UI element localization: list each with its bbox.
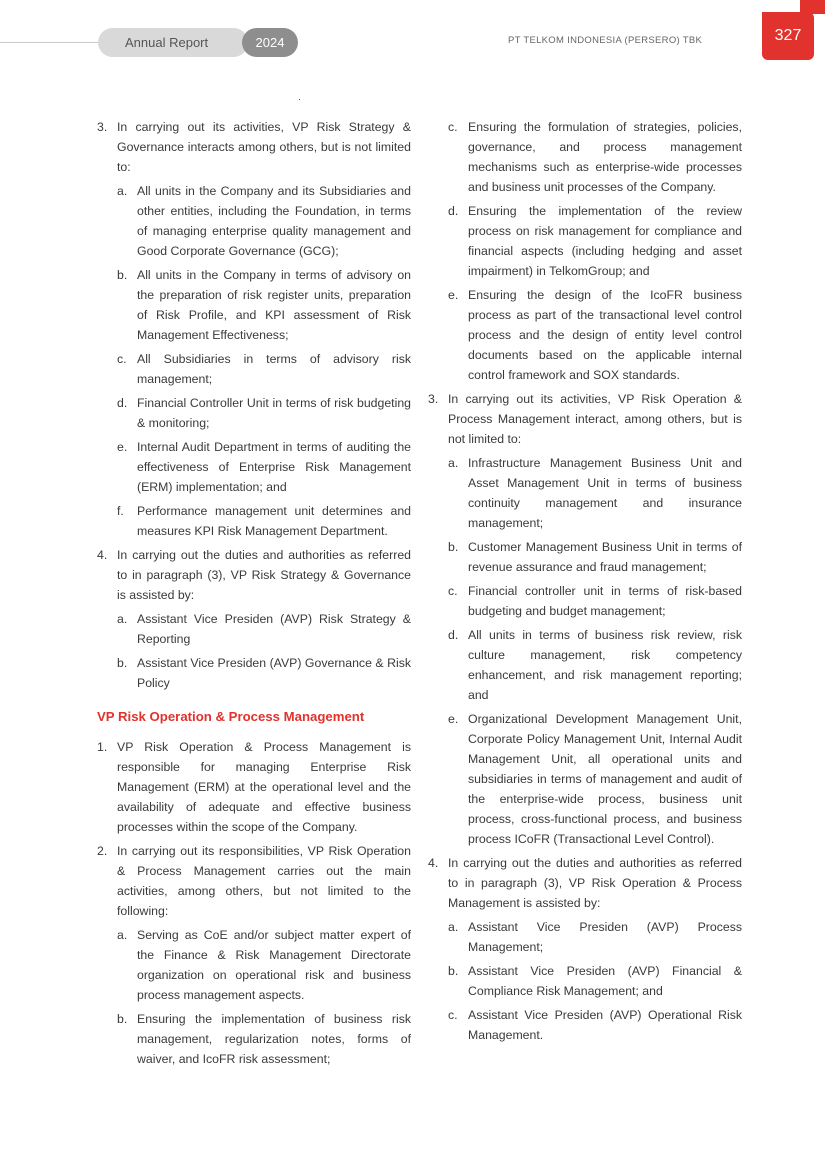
sub-marker: e.	[448, 288, 459, 302]
sub-list-item	[448, 581, 742, 621]
sub-list	[117, 925, 411, 1069]
sub-list	[117, 609, 411, 693]
sub-text: Customer Management Business Unit in terms of revenue assurance and fraud management;	[468, 540, 742, 574]
sub-marker: b.	[448, 964, 459, 978]
sub-text: Performance management unit determines and measures KPI Risk Management Department.	[137, 504, 411, 538]
list-item-3	[97, 117, 411, 541]
sub-text: Assistant Vice Presiden (AVP) Risk Strategy & Reporting	[137, 612, 411, 646]
sub-list-item	[117, 393, 411, 433]
sub-list-item	[117, 653, 411, 693]
sub-marker: a.	[448, 920, 459, 934]
sub-list-item	[448, 285, 742, 385]
sub-list-item	[448, 625, 742, 705]
sub-text: Ensuring the implementation of business risk management, regularization notes, forms of waiver, and IcoFR risk assessment;	[137, 1012, 411, 1066]
list-marker: 4.	[97, 548, 108, 562]
sub-list-item	[117, 265, 411, 345]
sub-list-item	[117, 437, 411, 497]
sub-marker: e.	[117, 440, 128, 454]
sub-marker: b.	[117, 1012, 128, 1026]
sub-marker: c.	[448, 1008, 458, 1022]
sub-marker: b.	[448, 540, 459, 554]
sub-list	[448, 453, 742, 849]
sub-text: Internal Audit Department in terms of auditing the effectiveness of Enterprise Risk Management (ERM) implementation; and	[137, 440, 411, 494]
sub-text: Financial controller unit in terms of risk-based budgeting and budget management;	[468, 584, 742, 618]
header-divider	[0, 42, 110, 43]
list-text: VP Risk Operation & Process Management is responsible for managing Enterprise Risk Management (ERM) at the operational level and the availability of adequate and effective business processes within the scope of the Company.	[117, 740, 411, 834]
vp-list-item-2	[97, 841, 411, 1069]
stray-dot	[299, 99, 300, 100]
list-marker: 2.	[97, 844, 108, 858]
sub-marker: e.	[448, 712, 459, 726]
list-marker: 3.	[428, 392, 439, 406]
sub-text: Assistant Vice Presiden (AVP) Governance & Risk Policy	[137, 656, 411, 690]
list-marker: 4.	[428, 856, 439, 870]
page-number: 327	[762, 12, 814, 60]
sub-list-item	[117, 1009, 411, 1069]
sub-list-item	[448, 917, 742, 957]
sub-text: Ensuring the design of the IcoFR business process as part of the transactional level control process and the design of entity level control documents based on the applicable internal control framework and SOX standards.	[468, 288, 742, 382]
sub-list	[448, 917, 742, 1045]
sub-list-item	[448, 961, 742, 1001]
sub-text: Assistant Vice Presiden (AVP) Financial & Compliance Risk Management; and	[468, 964, 742, 998]
left-column	[97, 117, 411, 1073]
sub-list-item	[448, 709, 742, 849]
sub-list-item	[448, 537, 742, 577]
sub-list-item	[448, 1005, 742, 1045]
sub-text: Infrastructure Management Business Unit and Asset Management Unit in terms of business continuity management and insurance management;	[468, 456, 742, 530]
sub-list-item	[117, 609, 411, 649]
sub-list-item	[448, 117, 742, 197]
list-marker: 3.	[97, 120, 108, 134]
sub-marker: c.	[448, 584, 458, 598]
sub-text: All Subsidiaries in terms of advisory risk management;	[137, 352, 411, 386]
sub-list-item	[117, 925, 411, 1005]
sub-marker: b.	[117, 268, 128, 282]
sub-marker: a.	[117, 184, 128, 198]
sub-marker: c.	[448, 120, 458, 134]
sub-marker: a.	[448, 456, 459, 470]
list-text: In carrying out the duties and authorities as referred to in paragraph (3), VP Risk Strategy & Governance is assisted by:	[117, 548, 411, 602]
sub-text: Financial Controller Unit in terms of risk budgeting & monitoring;	[137, 396, 411, 430]
sub-text: Ensuring the implementation of the review process on risk management for compliance and financial aspects (including hedging and asset impairment) in TelkomGroup; and	[468, 204, 742, 278]
list-text: In carrying out the duties and authorities as referred to in paragraph (3), VP Risk Operation & Process Management is assisted by:	[448, 856, 742, 910]
sub-list-item	[117, 181, 411, 261]
sub-text: All units in the Company and its Subsidiaries and other entities, including the Foundation, in terms of managing enterprise quality management and Good Corporate Governance (GCG);	[137, 184, 411, 258]
section-heading: VP Risk Operation & Process Management	[97, 709, 365, 724]
list-item-4	[428, 853, 742, 1045]
sub-text: Assistant Vice Presiden (AVP) Process Management;	[468, 920, 742, 954]
sub-marker: a.	[117, 928, 128, 942]
sub-marker: d.	[448, 628, 459, 642]
list-item-3	[428, 389, 742, 849]
list-item-4	[97, 545, 411, 693]
sub-marker: f.	[117, 504, 124, 518]
sub-marker: d.	[448, 204, 459, 218]
list-text: In carrying out its responsibilities, VP Risk Operation & Process Management carries out the main activities, among others, but not limited to the following:	[117, 844, 411, 918]
sub-list-item	[448, 453, 742, 533]
sub-text: All units in the Company in terms of advisory on the preparation of risk register units, preparation of Risk Profile, and KPI assessment of Risk Management Effectiveness;	[137, 268, 411, 342]
right-column	[428, 117, 742, 1049]
sub-text: All units in terms of business risk review, risk culture management, risk competency enhancement, and risk management reporting; and	[468, 628, 742, 702]
sub-text: Ensuring the formulation of strategies, policies, governance, and process management mechanisms such as enterprise-wide processes and business unit processes of the Company.	[468, 120, 742, 194]
company-name: PT TELKOM INDONESIA (PERSERO) TBK	[508, 35, 703, 46]
vp-list-item-1	[97, 737, 411, 837]
list-text: In carrying out its activities, VP Risk Operation & Process Management interact, among others, but is not limited to:	[448, 392, 742, 446]
sub-marker: c.	[117, 352, 127, 366]
sub-list-item	[117, 501, 411, 541]
sub-text: Organizational Development Management Unit, Corporate Policy Management Unit, Internal Audit Management Unit, all operational units and subsidiaries in terms of management and audit of the enterprise-wide process, business unit process, cross-functional process, and business process ICoFR (Transactional Level Control).	[468, 712, 742, 846]
sub-marker: b.	[117, 656, 128, 670]
annual-report-label: Annual Report	[98, 28, 248, 57]
report-year: 2024	[242, 28, 298, 57]
list-text: In carrying out its activities, VP Risk Strategy & Governance interacts among others, but is not limited to:	[117, 120, 411, 174]
continued-sub-list	[428, 117, 742, 385]
list-marker: 1.	[97, 740, 108, 754]
sub-marker: a.	[117, 612, 128, 626]
sub-list	[117, 181, 411, 541]
sub-list-item	[448, 201, 742, 281]
sub-marker: d.	[117, 396, 128, 410]
sub-text: Assistant Vice Presiden (AVP) Operational Risk Management.	[468, 1008, 742, 1042]
sub-text: Serving as CoE and/or subject matter expert of the Finance & Risk Management Directorate organization on operational risk and business process management aspects.	[137, 928, 411, 1002]
sub-list-item	[117, 349, 411, 389]
